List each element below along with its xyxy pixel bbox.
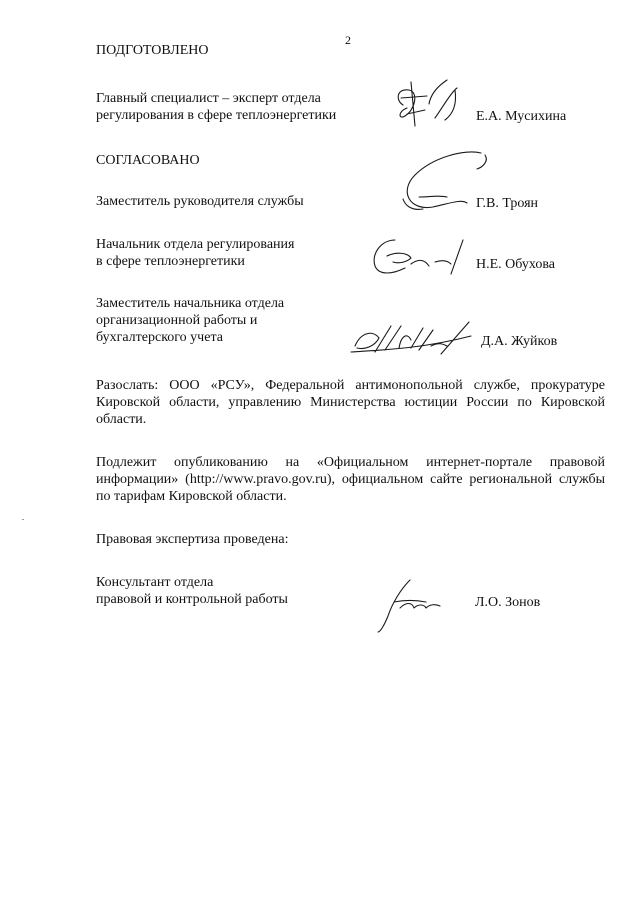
signer-role [96,236,366,270]
role-line: правовой и контрольной работы [96,592,288,607]
publication-paragraph: Подлежит опубликованию на «Официальном интернет-портале правовой информации» (http://www.pravo.gov.ru), официальном сайте региональной службы по тарифам Кировской области. [96,455,605,504]
signer-name: Г.В. Троян [476,196,539,211]
legal-review-heading: Правовая экспертиза проведена: [96,532,289,547]
role-line: организационной работы и [96,313,258,328]
agreed-heading: СОГЛАСОВАНО [96,153,200,168]
signature-zonov [370,572,450,637]
role-line: в сфере теплоэнергетики [96,254,245,269]
signature-musikhina [385,70,480,135]
legal-review-role [96,574,366,608]
legal-review-name: Л.О. Зонов [475,595,541,610]
role-line: бухгалтерского учета [96,330,223,345]
signature-zhuikov [345,312,480,362]
scan-mark [22,519,24,520]
role-line: Консультант отдела [96,575,214,590]
signer-role [96,295,366,346]
prepared-role [96,90,366,124]
prepared-name: Е.А. Мусихина [476,109,567,124]
prepared-heading: ПОДГОТОВЛЕНО [96,43,209,58]
role-line: Заместитель начальника отдела [96,296,285,311]
role-line: Главный специалист – эксперт отдела [96,91,321,106]
page-number: 2 [345,33,351,47]
signature-troyan [385,145,495,225]
signer-role [96,193,366,210]
signer-name: Н.Е. Обухова [476,257,555,272]
signer-name: Д.А. Жуйков [481,334,558,349]
role-line: Заместитель руководителя службы [96,194,304,209]
signature-obukhova [365,230,475,285]
role-line: регулирования в сфере теплоэнергетики [96,108,337,123]
distribution-paragraph: Разослать: ООО «РСУ», Федеральной антимонопольной службе, прокуратуре Кировской области, управлению Министерства юстиции России по Кировской области. [96,378,605,427]
role-line: Начальник отдела регулирования [96,237,295,252]
